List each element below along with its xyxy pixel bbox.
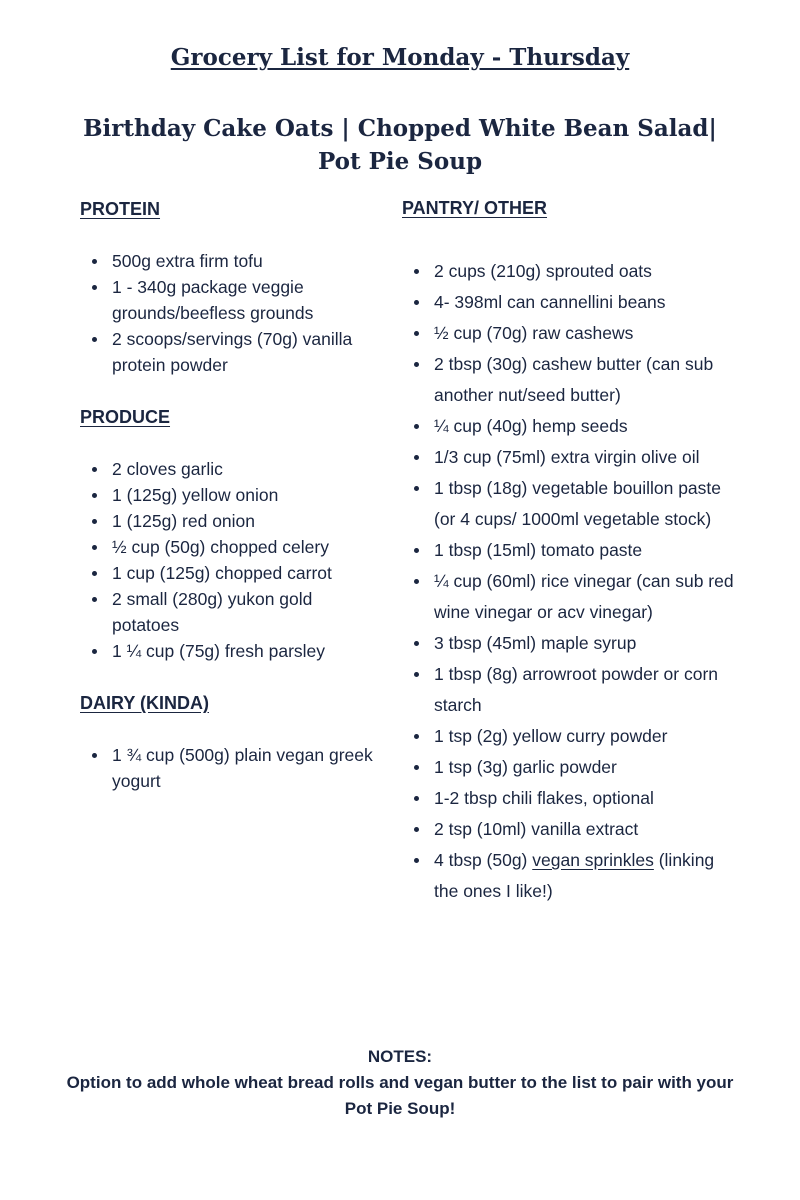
right-column bbox=[402, 195, 742, 907]
list-item: ½ cup (50g) chopped celery bbox=[112, 534, 380, 560]
list-item: 2 tbsp (30g) cashew butter (can sub another nut/seed butter) bbox=[434, 349, 742, 411]
list-item: 3 tbsp (45ml) maple syrup bbox=[434, 628, 742, 659]
list-item: 1 tsp (2g) yellow curry powder bbox=[434, 721, 742, 752]
notes-text: Option to add whole wheat bread rolls and vegan butter to the list to pair with your Pot Pie Soup! bbox=[66, 1073, 734, 1118]
list-item: 2 tsp (10ml) vanilla extract bbox=[434, 814, 742, 845]
list-item: 2 scoops/servings (70g) vanilla protein powder bbox=[112, 326, 380, 378]
list-item: ½ cup (70g) raw cashews bbox=[434, 318, 742, 349]
list-item: 1 tsp (3g) garlic powder bbox=[434, 752, 742, 783]
sprinkles-prefix: 4 tbsp (50g) bbox=[434, 850, 533, 870]
page-title: Grocery List for Monday - Thursday bbox=[170, 44, 630, 71]
pantry-list bbox=[402, 256, 742, 907]
list-item-sprinkles bbox=[434, 845, 742, 907]
list-item: ¼ cup (60ml) rice vinegar (can sub red wine vinegar or acv vinegar) bbox=[434, 566, 742, 628]
list-item: 1 ¼ cup (75g) fresh parsley bbox=[112, 638, 380, 664]
produce-section bbox=[80, 404, 380, 664]
protein-section bbox=[80, 196, 380, 378]
pantry-section bbox=[402, 195, 742, 907]
list-item: ¼ cup (40g) hemp seeds bbox=[434, 411, 742, 442]
list-item: 2 cups (210g) sprouted oats bbox=[434, 256, 742, 287]
list-item: 1 (125g) yellow onion bbox=[112, 482, 380, 508]
dairy-list bbox=[80, 742, 380, 794]
list-item: 1/3 cup (75ml) extra virgin olive oil bbox=[434, 442, 742, 473]
sprinkles-suffix: (linking the ones I like!) bbox=[434, 850, 715, 901]
produce-list bbox=[80, 456, 380, 664]
dairy-heading: DAIRY (KINDA) bbox=[80, 693, 209, 713]
left-column bbox=[80, 196, 380, 820]
list-item: 1 cup (125g) chopped carrot bbox=[112, 560, 380, 586]
notes-section bbox=[60, 1044, 740, 1122]
list-item: 2 small (280g) yukon gold potatoes bbox=[112, 586, 380, 638]
list-item: 1-2 tbsp chili flakes, optional bbox=[434, 783, 742, 814]
list-item: 1 (125g) red onion bbox=[112, 508, 380, 534]
pantry-heading: PANTRY/ OTHER bbox=[402, 198, 548, 218]
protein-list bbox=[80, 248, 380, 378]
list-item: 1 ¾ cup (500g) plain vegan greek yogurt bbox=[112, 742, 380, 794]
list-item: 1 tbsp (15ml) tomato paste bbox=[434, 535, 742, 566]
list-item: 500g extra firm tofu bbox=[112, 248, 380, 274]
recipes-subtitle: Birthday Cake Oats | Chopped White Bean Salad| Pot Pie Soup bbox=[83, 115, 717, 175]
produce-heading: PRODUCE bbox=[80, 407, 171, 427]
protein-heading: PROTEIN bbox=[80, 199, 161, 219]
list-item: 1 - 340g package veggie grounds/beefless grounds bbox=[112, 274, 380, 326]
list-item: 1 tbsp (18g) vegetable bouillon paste (or 4 cups/ 1000ml vegetable stock) bbox=[434, 473, 742, 535]
dairy-section bbox=[80, 690, 380, 794]
vegan-sprinkles-link[interactable]: vegan sprinkles bbox=[532, 850, 654, 870]
list-item: 4- 398ml can cannellini beans bbox=[434, 287, 742, 318]
list-item: 1 tbsp (8g) arrowroot powder or corn starch bbox=[434, 659, 742, 721]
list-item: 2 cloves garlic bbox=[112, 456, 380, 482]
notes-heading: NOTES: bbox=[367, 1047, 433, 1066]
